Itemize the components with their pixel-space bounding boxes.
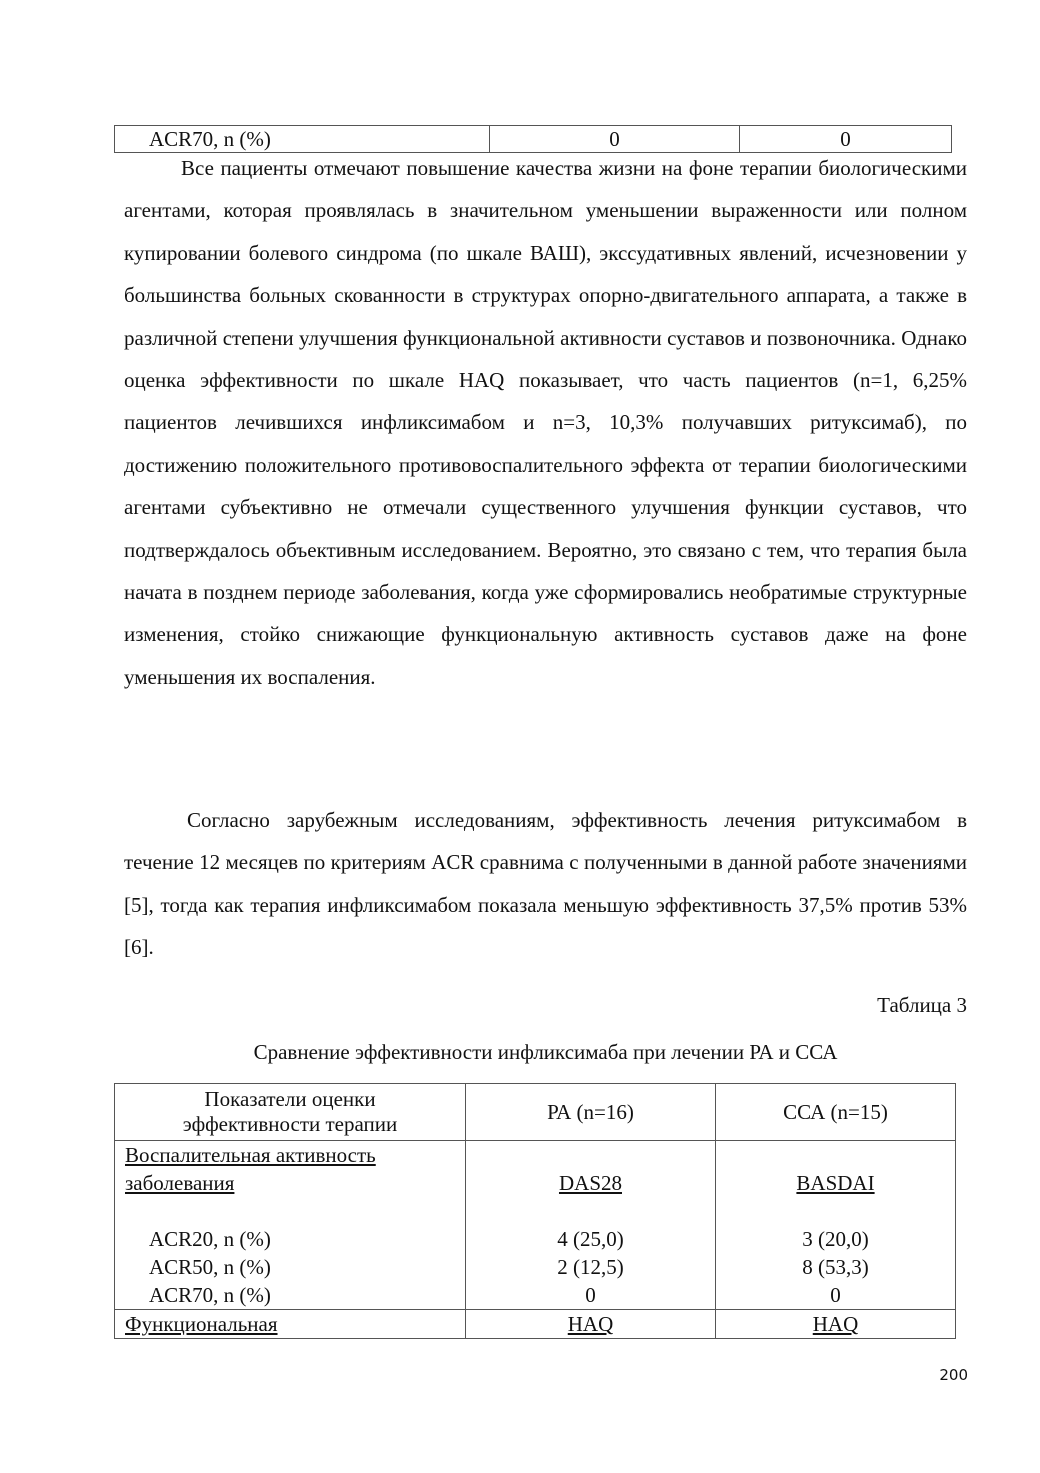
activity-section-label xyxy=(115,1141,466,1310)
ra-functional-cell xyxy=(466,1310,716,1339)
table-title: Сравнение эффективности инфликсимаба при лечении РА и ССА xyxy=(253,1040,838,1064)
ssa-values-cell xyxy=(716,1141,956,1310)
activity-label-line1: Воспалительная активность xyxy=(125,1143,376,1167)
table-row xyxy=(115,1310,956,1339)
ssa-scale: BASDAI xyxy=(796,1171,875,1195)
row-label-acr70: ACR70, n (%) xyxy=(149,1283,271,1307)
header-ssa: ССА (n=15) xyxy=(716,1084,956,1141)
ssa-functional-scale: HAQ xyxy=(812,1312,859,1336)
ra-acr20: 4 (25,0) xyxy=(557,1227,624,1251)
table-row xyxy=(115,1141,956,1310)
ra-values-cell xyxy=(466,1141,716,1310)
functional-section-label xyxy=(115,1310,466,1339)
row-label-acr20: ACR20, n (%) xyxy=(149,1227,271,1251)
functional-label: Функциональная xyxy=(125,1312,278,1336)
ssa-acr50: 8 (53,3) xyxy=(802,1255,869,1279)
activity-label-line2: заболевания xyxy=(125,1171,235,1195)
body-paragraph-1: Все пациенты отмечают повышение качества жизни на фоне терапии биологическими агентами, которая проявлялась в значительном уменьшении выраженности или полном купировании болевого синдрома (по шкале ВАШ), экссудативных явлений, исчезновении у большинства больных скованности в структурах опорно-двигательного аппарата, а также в различной степени улучшения функциональной активности суставов и позвоночника. Однако оценка эффективности по шкале HAQ показывает, что часть пациентов (n=1, 6,25% пациентов лечившихся инфликсимабом и n=3, 10,3% получавших ритуксимаб), по достижению положительного противовоспалительного эффекта от терапии биологическими агентами субъективно не отмечали существенного улучшения функции суставов, что подтверждалось объективным исследованием. Вероятно, это связано с тем, что терапия была начата в позднем периоде заболевания, когда уже сформировались необратимые структурные изменения, стойко снижающие функциональную активность суставов даже на фоне уменьшения их воспаления. xyxy=(124,156,967,689)
header-ra: РА (n=16) xyxy=(466,1084,716,1141)
ra-acr50: 2 (12,5) xyxy=(557,1255,624,1279)
ra-scale: DAS28 xyxy=(558,1171,622,1195)
header-indicators-line1: Показатели оценки xyxy=(204,1087,376,1111)
row-label-acr50: ACR50, n (%) xyxy=(149,1255,271,1279)
header-indicators xyxy=(115,1084,466,1141)
row-label: ACR70, n (%) xyxy=(115,126,490,153)
table-header-row xyxy=(115,1084,956,1141)
ssa-acr70: 0 xyxy=(830,1283,841,1307)
body-paragraph-2: Согласно зарубежным исследованиям, эффективность лечения ритуксимабом в течение 12 месяцев по критериям ACR сравнима с полученными в данной работе значениями [5], тогда как терапия инфликсимабом показала меньшую эффективность 37,5% против 53% [6]. xyxy=(124,808,967,960)
ssa-functional-cell xyxy=(716,1310,956,1339)
comparison-table xyxy=(114,1083,956,1339)
ssa-value: 0 xyxy=(740,126,952,153)
header-indicators-line2: эффективности терапии xyxy=(182,1112,398,1136)
table-number: Таблица 3 xyxy=(877,993,967,1017)
ra-value: 0 xyxy=(490,126,740,153)
ra-functional-scale: HAQ xyxy=(567,1312,614,1336)
ssa-acr20: 3 (20,0) xyxy=(802,1227,869,1251)
ra-acr70: 0 xyxy=(585,1283,596,1307)
page-number: 200 xyxy=(939,1366,968,1384)
